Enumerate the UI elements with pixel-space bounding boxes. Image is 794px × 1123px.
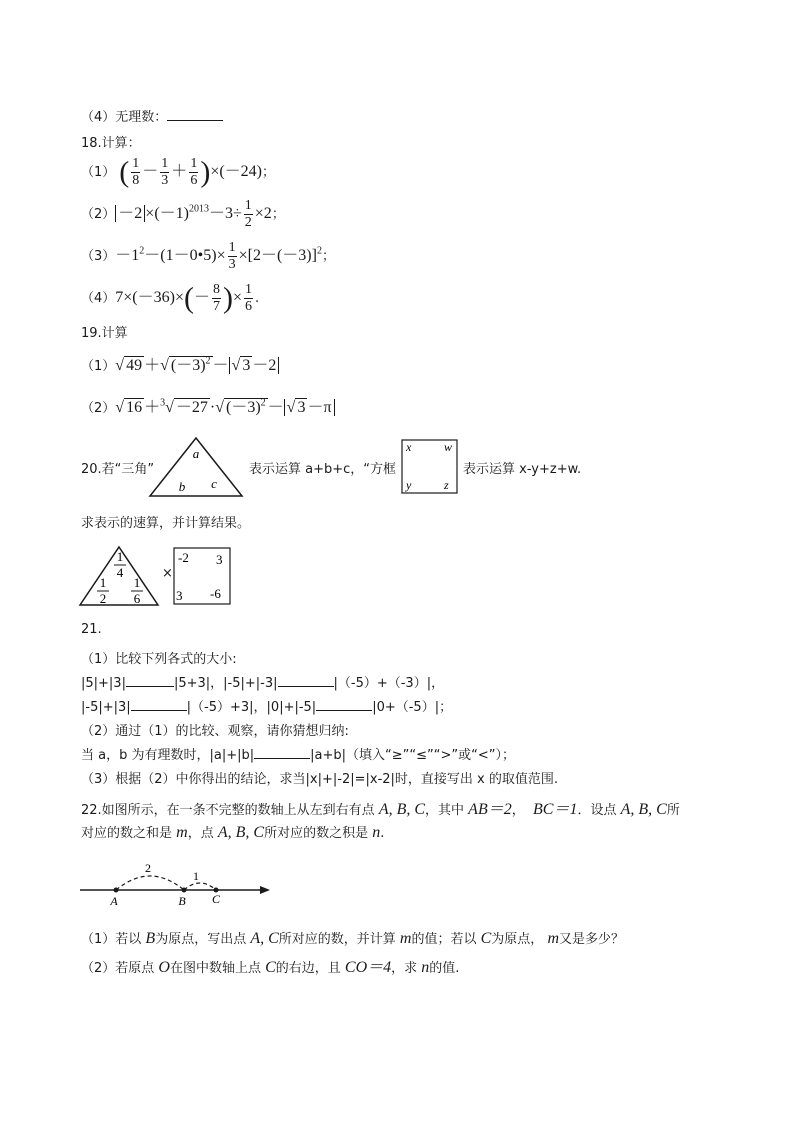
svg-text:6: 6 [133,591,141,606]
q22-l1: 22.如图所示，在一条不完整的数轴上从左到右有点 A, B, C，其中 AB＝2， BC＝1．设点 A, B, C所 [81,801,680,818]
box-x: x [406,440,412,454]
q21-l6: （3）根据（2）中你得出的结论，求当|x|+|-2|=|x-2|时，直接写出 x 的取值范围. [81,772,559,787]
svg-text:1: 1 [133,575,141,590]
q20-suffix: 表示运算 x-y+z+w. [463,462,582,477]
q19-item2: （2）√ 16 ＋$^3$√ －27 ·√ $(-3)^2$ － √ 3 －π [81,394,335,417]
box-y: y [406,478,412,492]
box-w: w [444,440,453,454]
q19-title: 19.计算 [81,326,128,341]
svg-text:-6: -6 [210,586,221,601]
svg-text:4: 4 [116,565,124,580]
tri-b: b [178,479,186,494]
q17-item4-line [81,106,223,125]
svg-text:-2: -2 [178,550,189,565]
svg-text:3: 3 [216,552,223,567]
q22-l2: 对应的数之和是 m，点 A, B, C所对应的数之积是 n. [81,824,385,841]
q21-l2: |5|+|3| |5+3|，|-5|+|-3| |（-5）+（-3）|， [81,676,445,691]
q18-item2: $(2) -2 \times(-1)^{2013}-3\div$ $\frac{1}{2}$ ×2； [81,198,285,230]
svg-text:3: 3 [176,588,183,603]
svg-text:C: C [211,892,221,906]
tri-a: a [192,446,200,461]
q17-item4-blank [167,108,223,121]
q20-prefix: 20.若“三角” [81,462,155,477]
q18-title: 18.计算： [81,136,141,151]
svg-text:2: 2 [99,591,107,606]
q19-item1: （1）√ 49 ＋√ $(-3)^2$ － √ 3 －2 [81,352,279,375]
q20-mid: 表示运算 a+b+c，“方框 [249,462,397,477]
q20-box-figure [400,438,460,496]
q18-item3: $(3)-1^2-(1-0•5)\times$ $\frac{1}{3}$ $\times[2-(-3)]^2$； [81,240,335,272]
q21-l4: （2）通过（1）的比较、观察，请你猜想归纳: [81,724,349,739]
q21-l3: |-5|+|3| |（-5）+3|，|0|+|-5| |0+（-5）|； [81,700,453,715]
q18-item4: （4）7×(－36)×(－ $\frac{8}{7}$ )× $\frac{1}{6}$ . [81,281,260,315]
svg-text:2: 2 [145,861,151,875]
q20-triangle-figure [148,436,244,498]
q21-title: 21. [81,622,102,637]
q22-p2: （2）若原点 O在图中数轴上点 C的右边，且 CO＝4，求 n的值. [81,959,460,976]
q20-example-box [172,546,232,606]
svg-text:1: 1 [193,869,199,883]
svg-text:A: A [110,894,118,908]
box-z: z [444,478,449,492]
q22-number-line-figure [78,858,274,908]
q18-item1: （1） ( $\frac{1}{8}$ － $\frac{1}{3}$ ＋ $\frac{1}{6}$ )×(－24)； [81,155,276,189]
q17-item4-label: （4）无理数： [81,110,168,125]
q21-l1: （1）比较下列各式的大小: [81,652,237,667]
svg-text:1: 1 [116,549,124,564]
q22-p1: （1）若以 B为原点，写出点 A, C所对应的数，并计算 m的值；若以 C为原点， m又是多少？ [81,930,625,947]
svg-text:B: B [178,894,186,908]
q21-l5: 当 a，b 为有理数时，|a|+|b| |a+b|（填入“≥”“≤”“>”或“<”）； [81,748,515,763]
q20-times: × [162,566,173,581]
q20-ask: 求表示的速算，并计算结果。 [81,516,251,531]
svg-text:1: 1 [99,575,107,590]
tri-c: c [211,476,217,491]
q20-example-triangle [78,545,160,607]
